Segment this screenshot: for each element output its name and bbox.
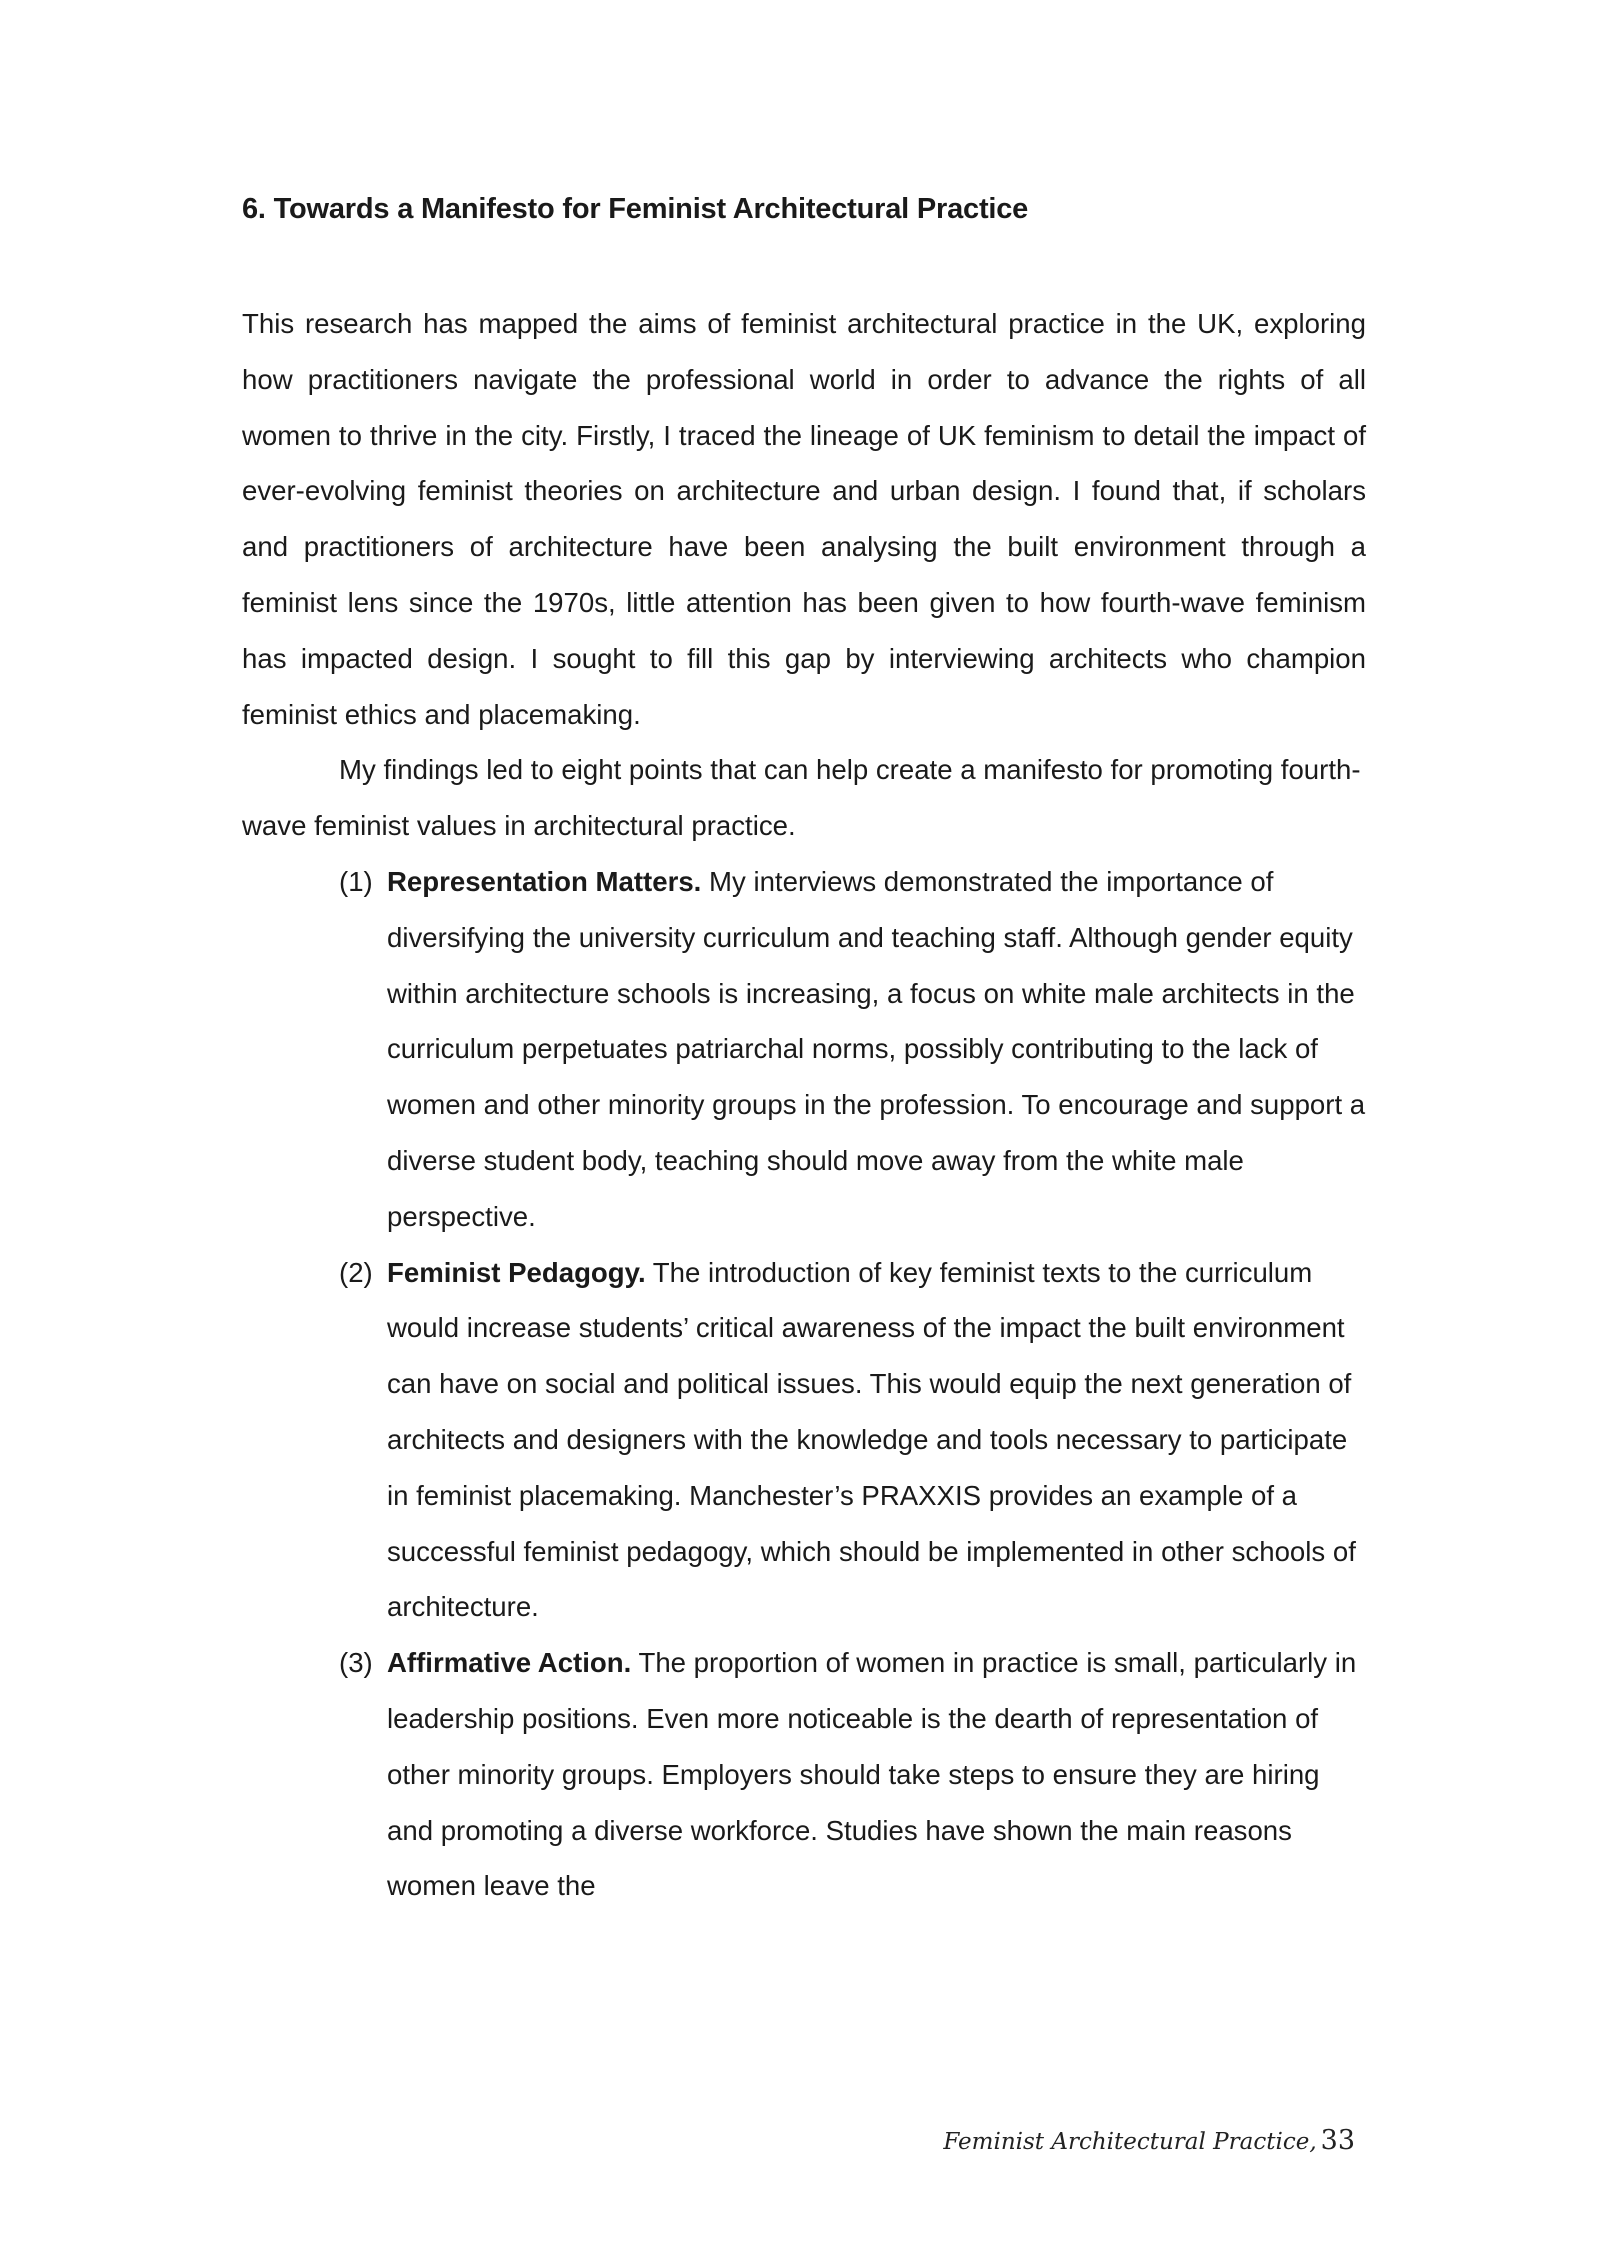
manifesto-point	[242, 1635, 1366, 1914]
point-number: (1)	[339, 865, 373, 897]
page-footer	[943, 2125, 1355, 2156]
point-text: The proportion of women in practice is small, particularly in leadership positions. Even more noticeable is the dearth of representation of other minority groups. Employers should take steps to ensure they are hiring and promoting a diverse workforce. Studies have shown the main reasons women leave the	[387, 1647, 1357, 1902]
point-title: Affirmative Action.	[387, 1647, 632, 1679]
manifesto-point	[242, 1245, 1366, 1636]
manifesto-point	[242, 854, 1366, 1245]
point-text: The introduction of key feminist texts to the curriculum would increase students’ critical awareness of the impact the built environment can have on social and political issues. This would equip the next generation of architects and designers with the knowledge and tools necessary to participate in feminist placemaking. Manchester’s PRAXXIS provides an example of a successful feminist pedagogy, which should be implemented in other schools of architecture.	[387, 1256, 1356, 1623]
running-title: Feminist Architectural Practice,	[943, 2129, 1317, 2155]
point-title: Representation Matters.	[387, 865, 702, 897]
page-number: 33	[1320, 2125, 1355, 2156]
section-heading: 6. Towards a Manifesto for Feminist Architectural Practice	[242, 193, 1029, 225]
point-title: Feminist Pedagogy.	[387, 1256, 646, 1288]
intro-paragraph: This research has mapped the aims of feminist architectural practice in the UK, exploring how practitioners navigate the professional world in order to advance the rights of all women to thrive in the city. Firstly, I traced the lineage of UK feminism to detail the impact of ever-evolving feminist theories on architecture and urban design. I found that, if scholars and practitioners of architecture have been analysing the built environment through a feminist lens since the 1970s, little attention has been given to how fourth-wave feminism has impacted design. I sought to fill this gap by interviewing architects who champion feminist ethics and placemaking.	[242, 308, 1366, 730]
manifesto-list	[242, 854, 1366, 1914]
point-text: My interviews demonstrated the importance of diversifying the university curriculum and teaching staff. Although gender equity within architecture schools is increasing, a focus on white male architects in the curriculum perpetuates patriarchal norms, possibly contributing to the lack of women and other minority groups in the profession. To encourage and support a diverse student body, teaching should move away from the white male perspective.	[387, 865, 1366, 1232]
section-body	[242, 296, 1366, 1914]
point-number: (2)	[339, 1256, 373, 1288]
findings-paragraph: My findings led to eight points that can help create a manifesto for promoting fourth-wave feminist values in architectural practice.	[242, 754, 1361, 842]
point-number: (3)	[339, 1647, 373, 1679]
